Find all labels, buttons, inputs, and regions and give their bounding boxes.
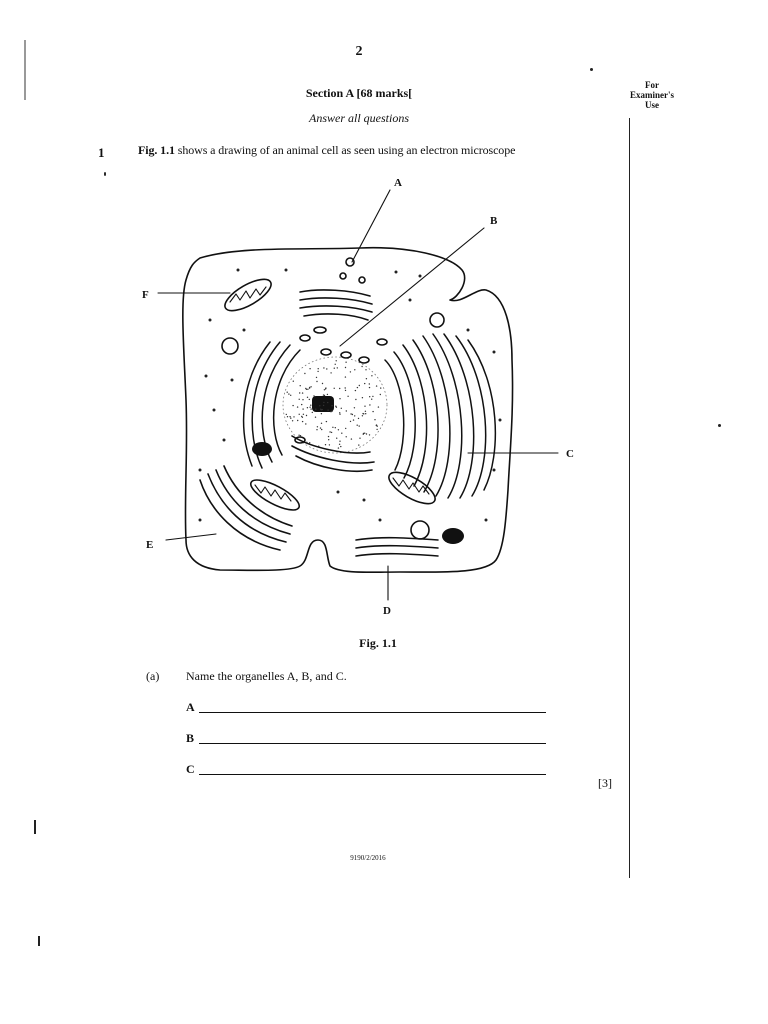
lysosome: [252, 442, 272, 456]
chromatin-dot: [345, 428, 346, 429]
answer-field-b[interactable]: [199, 743, 546, 744]
chromatin-dot: [359, 438, 360, 439]
examiner-line-1: For: [645, 80, 659, 90]
chromatin-dot: [298, 435, 299, 436]
marks-allocation: [3]: [598, 776, 612, 790]
chromatin-dot: [341, 433, 342, 434]
chromatin-dot: [336, 407, 337, 408]
chromatin-dot: [328, 436, 329, 437]
chromatin-dot: [364, 433, 365, 434]
chromatin-dot: [335, 364, 336, 365]
chromatin-dot: [323, 402, 324, 403]
chromatin-dot: [309, 442, 310, 443]
chromatin-dot: [302, 417, 303, 418]
chromatin-dot: [327, 402, 328, 403]
chromatin-dot: [316, 381, 317, 382]
chromatin-dot: [312, 412, 313, 413]
chromatin-dot: [347, 396, 348, 397]
answer-letter-a: A: [186, 700, 195, 714]
chromatin-dot: [303, 414, 304, 415]
chromatin-dot: [297, 420, 298, 421]
chromatin-dot: [305, 388, 306, 389]
part-a-prompt: Name the organelles A, B, and C.: [186, 669, 347, 683]
chromatin-dot: [339, 414, 340, 415]
chromatin-dot: [325, 387, 326, 388]
chromatin-dot: [323, 367, 324, 368]
chromatin-dot: [369, 434, 370, 435]
examiner-line-2: Examiner's: [630, 90, 674, 100]
chromatin-dot: [363, 433, 364, 434]
vacuole: [430, 313, 444, 327]
chromatin-dot: [339, 398, 340, 399]
chromatin-dot: [310, 405, 311, 406]
chromatin-dot: [319, 405, 320, 406]
chromatin-dot: [324, 389, 325, 390]
chromatin-dot: [374, 419, 375, 420]
chromatin-dot: [365, 411, 366, 412]
chromatin-dot: [334, 368, 335, 369]
answer-line-c[interactable]: [186, 759, 546, 777]
chromatin-dot: [357, 425, 358, 426]
chromatin-dot: [376, 424, 377, 425]
chromatin-dot: [328, 439, 329, 440]
chromatin-dot: [310, 386, 311, 387]
chromatin-dot: [340, 446, 341, 447]
scan-speck: [718, 424, 721, 427]
label-c: C: [566, 448, 574, 460]
chromatin-dot: [318, 446, 319, 447]
chromatin-dot: [322, 383, 323, 384]
chromatin-dot: [355, 390, 356, 391]
chromatin-dot: [345, 362, 346, 363]
chromatin-dot: [331, 432, 332, 433]
label-f: F: [142, 289, 149, 301]
chromatin-dot: [371, 375, 372, 376]
chromatin-dot: [345, 367, 346, 368]
chromatin-dot: [329, 449, 330, 450]
chromatin-dot: [365, 413, 366, 414]
instruction: Answer all questions: [308, 111, 409, 125]
chromatin-dot: [339, 441, 340, 442]
chromatin-dot: [354, 407, 355, 408]
chromatin-dot: [302, 421, 303, 422]
chromatin-dot: [327, 410, 328, 411]
chromatin-dot: [345, 376, 346, 377]
chromatin-dot: [313, 395, 314, 396]
chromatin-dot: [293, 381, 294, 382]
chromatin-dot: [307, 389, 308, 390]
chromatin-dot: [351, 438, 352, 439]
chromatin-dot: [339, 444, 340, 445]
chromatin-dot: [286, 414, 287, 415]
chromatin-dot: [350, 421, 351, 422]
part-a-label: (a): [146, 669, 160, 683]
chromatin-dot: [339, 388, 340, 389]
rer-left: [200, 466, 292, 550]
answer-field-c[interactable]: [199, 774, 546, 775]
chromatin-dot: [320, 427, 321, 428]
chromatin-dot: [309, 407, 310, 408]
chromatin-dot: [362, 415, 363, 416]
chromatin-dot: [350, 371, 351, 372]
cell-membrane: [183, 248, 513, 572]
question-number: 1: [98, 145, 105, 160]
chromatin-dot: [339, 412, 340, 413]
answer-letter-c: C: [186, 762, 195, 776]
chromatin-dot: [302, 392, 303, 393]
chromatin-dot: [318, 368, 319, 369]
chromatin-dot: [352, 414, 353, 415]
chromatin-dot: [299, 392, 300, 393]
chromatin-dot: [354, 415, 355, 416]
chromatin-dot: [317, 426, 318, 427]
chromatin-dot: [366, 433, 367, 434]
chromatin-dot: [369, 396, 370, 397]
chromatin-dot: [334, 388, 335, 389]
chromatin-dot: [301, 404, 302, 405]
chromatin-dot: [364, 406, 365, 407]
chromatin-dot: [310, 408, 311, 409]
chromatin-dot: [323, 394, 324, 395]
leader-a: [352, 190, 390, 262]
chromatin-dot: [336, 360, 337, 361]
chromatin-dot: [380, 394, 381, 395]
chromatin-dot: [327, 394, 328, 395]
chromatin-dot: [290, 395, 291, 396]
scan-speck: [104, 172, 106, 176]
chromatin-dot: [364, 383, 365, 384]
rer-top: [300, 290, 372, 320]
label-d: D: [383, 605, 391, 617]
label-a: A: [394, 177, 402, 189]
chromatin-dot: [287, 392, 288, 393]
chromatin-dot: [338, 429, 339, 430]
chromatin-dot: [329, 431, 330, 432]
chromatin-dot: [341, 408, 342, 409]
chromatin-dot: [346, 436, 347, 437]
chromatin-dot: [359, 425, 360, 426]
chromatin-dot: [350, 413, 351, 414]
chromatin-dot: [288, 393, 289, 394]
chromatin-dot: [338, 447, 339, 448]
chromatin-dot: [378, 406, 379, 407]
page-number: 2: [355, 44, 363, 59]
chromatin-dot: [321, 409, 322, 410]
chromatin-dot: [330, 411, 331, 412]
chromatin-dot: [361, 366, 362, 367]
chromatin-dot: [354, 369, 355, 370]
chromatin-dot: [316, 377, 317, 378]
chromatin-dot: [369, 383, 370, 384]
chromatin-dot: [372, 411, 373, 412]
chromatin-dot: [336, 438, 337, 439]
chromatin-dot: [302, 408, 303, 409]
figure-reference: Fig. 1.1: [138, 143, 175, 157]
chromatin-dot: [305, 423, 306, 424]
chromatin-dot: [307, 397, 308, 398]
chromatin-dot: [345, 387, 346, 388]
chromatin-dot: [290, 418, 291, 419]
scan-speck: [590, 68, 593, 71]
chromatin-dot: [307, 407, 308, 408]
chromatin-dot: [331, 405, 332, 406]
chromatin-dot: [326, 368, 327, 369]
answer-field-a[interactable]: [199, 712, 546, 713]
answer-line-a[interactable]: [186, 697, 546, 715]
chromatin-dot: [330, 372, 331, 373]
vacuole: [359, 277, 365, 283]
vacuole: [222, 338, 238, 354]
answer-letter-b: B: [186, 731, 195, 745]
chromatin-dot: [357, 387, 358, 388]
examiner-line-3: Use: [645, 100, 659, 110]
vacuole: [346, 258, 354, 266]
chromatin-dot: [358, 418, 359, 419]
chromatin-dot: [297, 406, 298, 407]
chromatin-dot: [323, 405, 324, 406]
chromatin-dot: [300, 435, 301, 436]
figure-caption: Fig. 1.1: [359, 636, 397, 650]
mitochondrion-f: [220, 273, 275, 316]
chromatin-dot: [309, 387, 310, 388]
mitochondrion-mid: [247, 474, 303, 515]
scan-speck: [34, 820, 36, 834]
chromatin-dot: [315, 409, 316, 410]
chromatin-dot: [326, 421, 327, 422]
label-e: E: [146, 539, 154, 551]
leader-e: [166, 534, 216, 540]
section-title: Section A [68 marks[: [305, 86, 413, 100]
chromatin-dot: [325, 444, 326, 445]
chromatin-dot: [346, 410, 347, 411]
chromatin-dot: [293, 416, 294, 417]
chromatin-dot: [362, 413, 363, 414]
vacuole: [411, 521, 429, 539]
chromatin-dot: [365, 369, 366, 370]
chromatin-dot: [332, 427, 333, 428]
lysosome: [442, 528, 464, 544]
chromatin-dot: [299, 414, 300, 415]
chromatin-dot: [376, 429, 377, 430]
scan-edge: [24, 40, 26, 100]
chromatin-dot: [366, 378, 367, 379]
chromatin-dot: [315, 417, 316, 418]
chromatin-dot: [355, 399, 356, 400]
chromatin-dot: [369, 387, 370, 388]
chromatin-dot: [300, 385, 301, 386]
chromatin-dot: [289, 416, 290, 417]
chromatin-dot: [292, 405, 293, 406]
chromatin-dot: [372, 396, 373, 397]
chromatin-dot: [380, 387, 381, 388]
chromatin-dot: [358, 444, 359, 445]
chromatin-dot: [369, 404, 370, 405]
rer-bottom: [356, 538, 438, 556]
chromatin-dot: [316, 429, 317, 430]
chromatin-dot: [306, 415, 307, 416]
mitochondrion-right: [384, 466, 439, 509]
chromatin-dot: [359, 385, 360, 386]
scan-speck: [38, 936, 40, 946]
chromatin-dot: [287, 416, 288, 417]
chromatin-dot: [321, 413, 322, 414]
chromatin-dot: [309, 399, 310, 400]
chromatin-dot: [309, 368, 310, 369]
question-body: shows a drawing of an animal cell as seen using an electron microscope: [174, 143, 516, 157]
chromatin-dot: [302, 399, 303, 400]
chromatin-dot: [299, 399, 300, 400]
chromatin-dot: [321, 423, 322, 424]
chromatin-dot: [362, 397, 363, 398]
chromatin-dot: [329, 444, 330, 445]
chromatin-dot: [337, 367, 338, 368]
chromatin-dot: [376, 385, 377, 386]
chromatin-dot: [335, 427, 336, 428]
chromatin-dot: [353, 419, 354, 420]
chromatin-dot: [304, 373, 305, 374]
chromatin-dot: [317, 371, 318, 372]
answer-line-b[interactable]: [186, 728, 546, 746]
paper-code: 9190/2/2016: [350, 854, 386, 862]
chromatin-dot: [345, 390, 346, 391]
chromatin-dot: [371, 399, 372, 400]
chromatin-dot: [292, 420, 293, 421]
nucleus-region: [283, 357, 387, 453]
vacuole: [340, 273, 346, 279]
label-b: B: [490, 215, 498, 227]
chromatin-dot: [321, 429, 322, 430]
chromatin-dot: [306, 442, 307, 443]
